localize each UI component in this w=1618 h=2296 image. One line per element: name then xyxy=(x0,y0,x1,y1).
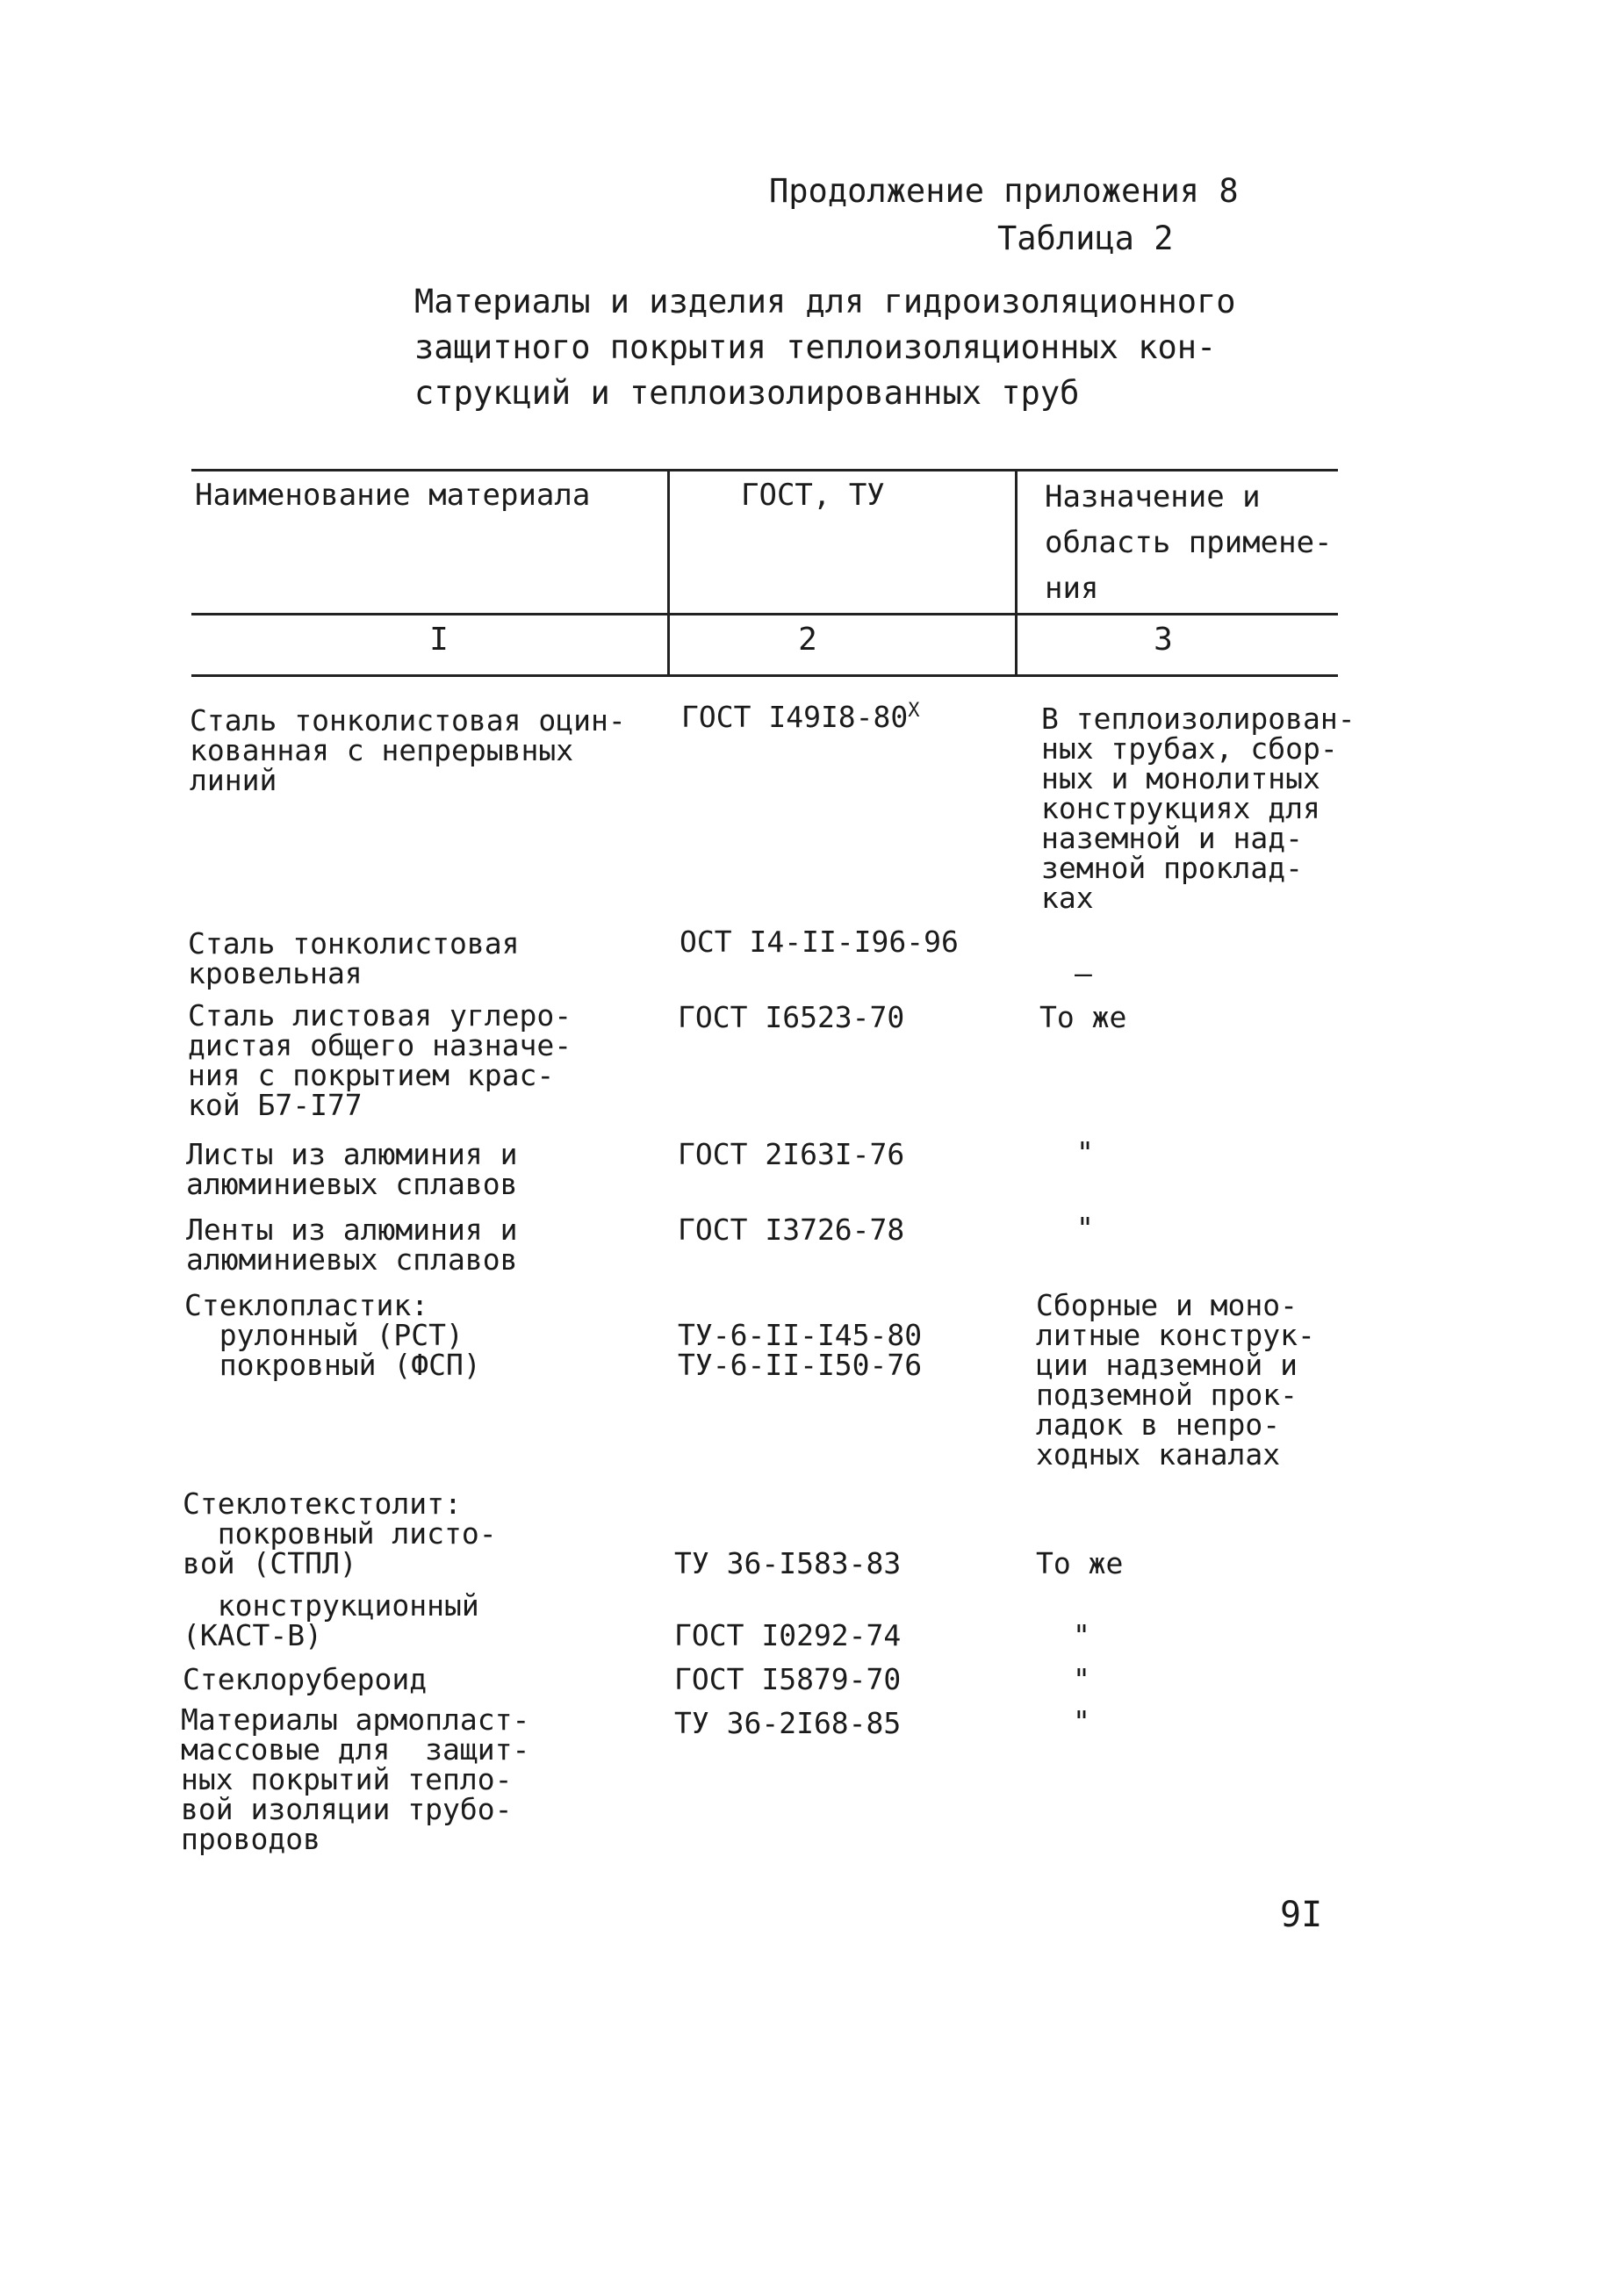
row-10-material: Материалы армопласт- массовые для защит- ных покрытий тепло- вой изоляции трубо- проводов xyxy=(181,1702,530,1856)
row-3-gost: ГОСТ I6523-70 xyxy=(678,1000,905,1034)
column-number-3: 3 xyxy=(1154,622,1173,658)
row-1-purpose: В теплоизолирован- ных трубах, сбор- ных и монолитных конструкциях для наземной и над- земной проклад- ках xyxy=(1041,702,1356,915)
table-title-line-3: струкций и теплоизолированных труб xyxy=(414,374,1080,412)
row-6-purpose: Сборные и моно- литные конструк- ции надземной и подземной прок- ладок в непро- ходных каналах xyxy=(1036,1288,1315,1472)
row-3-purpose: То же xyxy=(1039,1000,1127,1034)
row-5-purpose: " xyxy=(1076,1211,1094,1245)
row-1-gost: ГОСТ $I49I8-80^Х$ xyxy=(681,700,920,734)
row-10-purpose: " xyxy=(1073,1704,1090,1738)
row-1-material: Сталь тонколистовая оцин- кованная с непрерывных линий xyxy=(190,703,626,797)
row-2-purpose: – xyxy=(1075,956,1092,990)
page-number: 9I xyxy=(1280,1895,1323,1935)
row-8-material: конструкционный (КАСТ-В) xyxy=(183,1588,479,1652)
row-2-gost: ОСТ I4-II-I96-96 xyxy=(680,925,959,959)
row-8-gost: ГОСТ I0292-74 xyxy=(674,1618,902,1652)
continuation-label: Продолжение приложения 8 xyxy=(769,172,1239,210)
table-number-rule xyxy=(191,674,1338,677)
row-2-material: Сталь тонколистовая кровельная xyxy=(188,926,520,990)
table-title-line-1: Материалы и изделия для гидроизоляционного xyxy=(414,283,1236,320)
row-1-gost-superscript: Х xyxy=(908,700,920,722)
row-9-material: Стеклорубероид xyxy=(183,1662,428,1696)
table-label: Таблица 2 xyxy=(997,220,1174,257)
column-header-purpose: Назначение и область примене- ния xyxy=(1045,479,1333,606)
row-3-material: Сталь листовая углеро- дистая общего назначе- ния с покрытием крас- кой Б7-I77 xyxy=(188,998,572,1122)
table-top-rule xyxy=(191,469,1338,471)
row-6-gost: ТУ-6-II-I45-80 ТУ-6-II-I50-76 xyxy=(678,1318,923,1382)
row-6-material: Стеклопластик: рулонный (РСТ) покровный (ФСП) xyxy=(184,1288,481,1382)
row-7-purpose: То же xyxy=(1036,1546,1124,1580)
row-7-gost: ТУ 36-I583-83 xyxy=(674,1546,902,1580)
row-4-material: Листы из алюминия и алюминиевых сплавов xyxy=(186,1137,518,1201)
column-divider-1 xyxy=(667,469,670,676)
row-4-purpose: " xyxy=(1076,1135,1094,1170)
column-number-2: 2 xyxy=(798,622,817,658)
column-header-material: Наименование материала xyxy=(195,478,591,513)
row-4-gost: ГОСТ 2I63I-76 xyxy=(678,1137,905,1171)
table-header-rule xyxy=(191,613,1338,615)
row-7-material: Стеклотекстолит: покровный листо- вой (СТПЛ) xyxy=(183,1486,497,1580)
row-9-purpose: " xyxy=(1073,1662,1090,1696)
row-10-gost: ТУ 36-2I68-85 xyxy=(674,1706,902,1740)
row-5-gost: ГОСТ I3726-78 xyxy=(678,1213,905,1247)
row-5-material: Ленты из алюминия и алюминиевых сплавов xyxy=(186,1213,518,1277)
row-8-purpose: " xyxy=(1073,1618,1090,1652)
row-9-gost: ГОСТ I5879-70 xyxy=(674,1662,902,1696)
table-title-line-2: защитного покрытия теплоизоляционных кон- xyxy=(414,328,1217,366)
column-number-1: I xyxy=(429,622,449,658)
column-divider-2 xyxy=(1015,469,1018,676)
column-header-gost: ГОСТ, ТУ xyxy=(741,478,885,513)
